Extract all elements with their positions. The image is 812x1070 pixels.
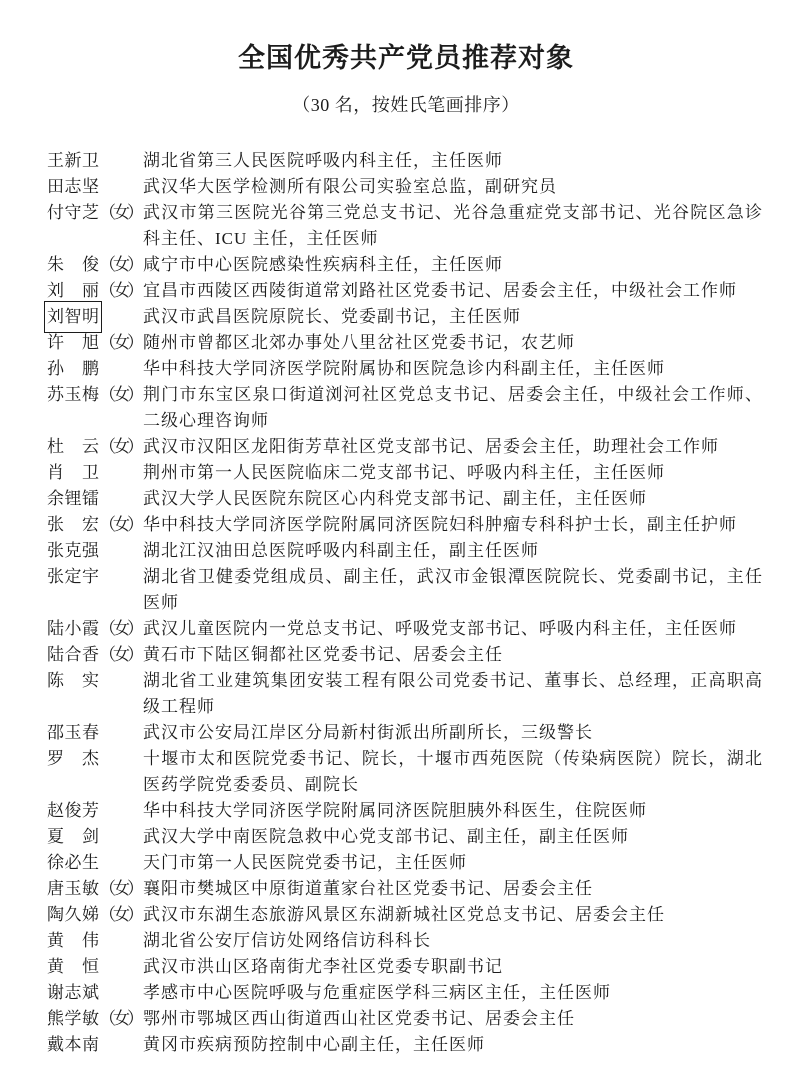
person-description: 湖北省卫健委党组成员、副主任，武汉市金银潭医院院长、党委副书记，主任医师 bbox=[143, 567, 763, 612]
list-item bbox=[0, 460, 812, 486]
person-name: 苏玉梅 bbox=[47, 385, 99, 404]
list-item bbox=[0, 278, 812, 304]
list-item bbox=[0, 1032, 812, 1058]
gender-marker: （女） bbox=[99, 905, 141, 924]
person-name: 陆小霞 bbox=[47, 619, 99, 638]
person-description: 黄冈市疾病预防控制中心副主任，主任医师 bbox=[143, 1035, 485, 1054]
person-name: 夏 剑 bbox=[47, 827, 99, 846]
list-item bbox=[0, 564, 812, 616]
list-item bbox=[0, 954, 812, 980]
person-description: 武汉儿童医院内一党总支书记、呼吸党支部书记、呼吸内科主任，主任医师 bbox=[143, 619, 737, 638]
person-name: 刘智明 bbox=[47, 304, 99, 330]
list-item bbox=[0, 148, 812, 174]
person-name: 陶久娣 bbox=[47, 905, 99, 924]
person-description: 武汉市公安局江岸区分局新村街派出所副所长，三级警长 bbox=[143, 723, 593, 742]
person-description: 武汉市东湖生态旅游风景区东湖新城社区党总支书记、居委会主任 bbox=[143, 905, 665, 924]
person-name: 余锂镭 bbox=[47, 489, 99, 508]
document-title: 全国优秀共产党员推荐对象 bbox=[238, 43, 574, 73]
person-description: 荆州市第一人民医院临床二党支部书记、呼吸内科主任，主任医师 bbox=[143, 463, 665, 482]
person-description: 荆门市东宝区泉口街道浏河社区党总支书记、居委会主任，中级社会工作师、二级心理咨询师 bbox=[143, 385, 763, 430]
person-name: 罗 杰 bbox=[47, 749, 99, 768]
person-name: 付守芝 bbox=[47, 203, 99, 222]
list-item bbox=[0, 668, 812, 720]
list-item bbox=[0, 876, 812, 902]
list-item bbox=[0, 642, 812, 668]
person-description: 武汉大学人民医院东院区心内科党支部书记、副主任，主任医师 bbox=[143, 489, 647, 508]
list-item bbox=[0, 304, 812, 330]
list-item bbox=[0, 356, 812, 382]
person-description: 武汉市第三医院光谷第三党总支书记、光谷急重症党支部书记、光谷院区急诊科主任、ICU 主任，主任医师 bbox=[143, 203, 763, 248]
person-description: 华中科技大学同济医学院附属同济医院胆胰外科医生，住院医师 bbox=[143, 801, 647, 820]
person-name: 张克强 bbox=[47, 541, 99, 560]
person-description: 湖北省公安厅信访处网络信访科科长 bbox=[143, 931, 431, 950]
gender-marker: （女） bbox=[99, 255, 141, 274]
person-description: 黄石市下陆区铜都社区党委书记、居委会主任 bbox=[143, 645, 503, 664]
person-name: 邵玉春 bbox=[47, 723, 99, 742]
person-name: 张定宇 bbox=[47, 567, 99, 586]
list-item bbox=[0, 1006, 812, 1032]
person-description: 武汉华大医学检测所有限公司实验室总监，副研究员 bbox=[143, 177, 557, 196]
gender-marker: （女） bbox=[99, 203, 141, 222]
person-name: 孙 鹏 bbox=[47, 359, 99, 378]
person-description: 湖北省工业建筑集团安装工程有限公司党委书记、董事长、总经理，正高职高级工程师 bbox=[143, 671, 763, 716]
list-item bbox=[0, 330, 812, 356]
person-name: 朱 俊 bbox=[47, 255, 99, 274]
document-page bbox=[0, 40, 812, 1070]
gender-marker: （女） bbox=[99, 281, 141, 300]
list-item bbox=[0, 720, 812, 746]
person-description: 湖北江汉油田总医院呼吸内科副主任，副主任医师 bbox=[143, 541, 539, 560]
person-description: 宜昌市西陵区西陵街道常刘路社区党委书记、居委会主任，中级社会工作师 bbox=[143, 281, 737, 300]
person-name: 杜 云 bbox=[47, 437, 99, 456]
person-name: 黄 伟 bbox=[47, 931, 99, 950]
list-item bbox=[0, 850, 812, 876]
person-description: 武汉市武昌医院原院长、党委副书记，主任医师 bbox=[143, 307, 521, 326]
person-name: 田志坚 bbox=[47, 177, 99, 196]
gender-marker: （女） bbox=[99, 1009, 141, 1028]
person-name: 谢志斌 bbox=[47, 983, 99, 1002]
person-description: 武汉大学中南医院急救中心党支部书记、副主任，副主任医师 bbox=[143, 827, 629, 846]
person-name: 唐玉敏 bbox=[47, 879, 99, 898]
gender-marker: （女） bbox=[99, 645, 141, 664]
person-name: 肖 卫 bbox=[47, 463, 99, 482]
person-name: 许 旭 bbox=[47, 333, 99, 352]
list-item bbox=[0, 434, 812, 460]
gender-marker: （女） bbox=[99, 619, 141, 638]
recommendation-list bbox=[0, 148, 812, 1058]
list-item bbox=[0, 174, 812, 200]
person-name: 黄 恒 bbox=[47, 957, 99, 976]
person-description: 武汉市汉阳区龙阳街芳草社区党支部书记、居委会主任，助理社会工作师 bbox=[143, 437, 719, 456]
person-name: 赵俊芳 bbox=[47, 801, 99, 820]
person-name: 王新卫 bbox=[47, 151, 99, 170]
person-description: 襄阳市樊城区中原街道董家台社区党委书记、居委会主任 bbox=[143, 879, 593, 898]
list-item bbox=[0, 746, 812, 798]
list-item bbox=[0, 824, 812, 850]
person-description: 随州市曾都区北郊办事处八里岔社区党委书记，农艺师 bbox=[143, 333, 575, 352]
person-description: 鄂州市鄂城区西山街道西山社区党委书记、居委会主任 bbox=[143, 1009, 575, 1028]
list-item bbox=[0, 902, 812, 928]
person-description: 孝感市中心医院呼吸与危重症医学科三病区主任，主任医师 bbox=[143, 983, 611, 1002]
list-item bbox=[0, 980, 812, 1006]
person-description: 华中科技大学同济医学院附属协和医院急诊内科副主任，主任医师 bbox=[143, 359, 665, 378]
list-item bbox=[0, 616, 812, 642]
list-item bbox=[0, 382, 812, 434]
document-subtitle: （30 名，按姓氏笔画排序） bbox=[292, 95, 520, 115]
person-name: 陆合香 bbox=[47, 645, 99, 664]
list-item bbox=[0, 538, 812, 564]
person-description: 咸宁市中心医院感染性疾病科主任，主任医师 bbox=[143, 255, 503, 274]
list-item bbox=[0, 200, 812, 252]
person-name: 刘 丽 bbox=[47, 281, 99, 300]
person-name: 戴本南 bbox=[47, 1035, 99, 1054]
gender-marker: （女） bbox=[99, 333, 141, 352]
list-item bbox=[0, 512, 812, 538]
person-name: 熊学敏 bbox=[47, 1009, 99, 1028]
person-description: 十堰市太和医院党委书记、院长，十堰市西苑医院（传染病医院）院长，湖北医药学院党委委员、副院长 bbox=[143, 749, 763, 794]
person-description: 华中科技大学同济医学院附属同济医院妇科肿瘤专科科护士长，副主任护师 bbox=[143, 515, 737, 534]
gender-marker: （女） bbox=[99, 437, 141, 456]
list-item bbox=[0, 252, 812, 278]
person-name: 徐必生 bbox=[47, 853, 99, 872]
list-item bbox=[0, 798, 812, 824]
gender-marker: （女） bbox=[99, 879, 141, 898]
gender-marker: （女） bbox=[99, 385, 141, 404]
list-item bbox=[0, 928, 812, 954]
person-name: 张 宏 bbox=[47, 515, 99, 534]
person-description: 武汉市洪山区珞南街尤李社区党委专职副书记 bbox=[143, 957, 503, 976]
person-description: 天门市第一人民医院党委书记，主任医师 bbox=[143, 853, 467, 872]
person-name: 陈 实 bbox=[47, 671, 99, 690]
gender-marker: （女） bbox=[99, 515, 141, 534]
person-description: 湖北省第三人民医院呼吸内科主任，主任医师 bbox=[143, 151, 503, 170]
list-item bbox=[0, 486, 812, 512]
